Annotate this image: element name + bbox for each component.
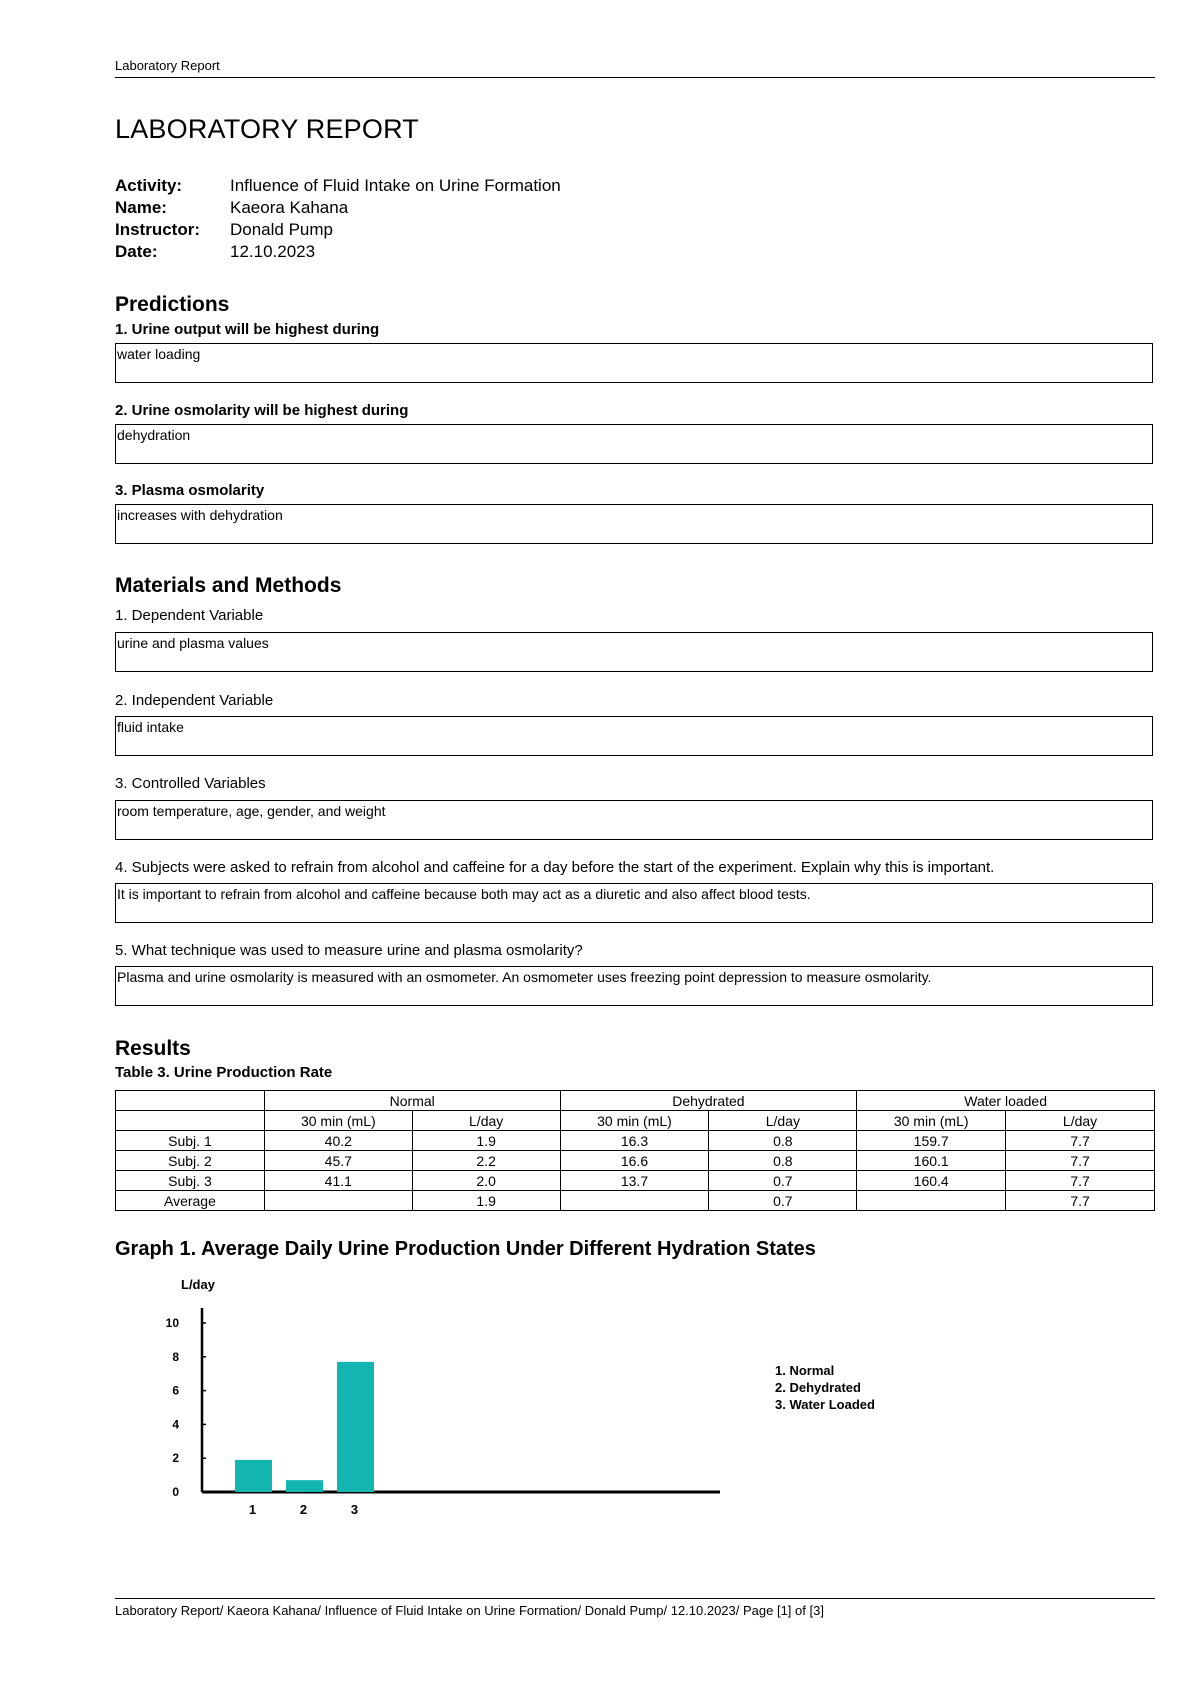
- y-tick-label: 4: [172, 1417, 179, 1432]
- header-rule: [115, 77, 1155, 78]
- table-group-header: Water loaded: [857, 1091, 1155, 1111]
- bar-3: [337, 1362, 374, 1492]
- table-cell: 7.7: [1006, 1131, 1155, 1151]
- table-cell: 45.7: [264, 1151, 412, 1171]
- legend-entry: 3. Water Loaded: [775, 1397, 875, 1412]
- meta-instructor: [115, 220, 561, 242]
- prediction-answer-field[interactable]: water loading: [115, 343, 1153, 383]
- x-tick-label: 1: [248, 1502, 257, 1517]
- predictions-section: [115, 293, 1155, 317]
- table-row-label: Subj. 3: [116, 1171, 265, 1191]
- table-corner-cell: [116, 1111, 265, 1131]
- table-cell: 0.8: [709, 1151, 857, 1171]
- table-group-header: Dehydrated: [560, 1091, 857, 1111]
- table-cell: 2.2: [412, 1151, 560, 1171]
- meta-value: Kaeora Kahana: [230, 198, 349, 217]
- y-tick-label: 0: [172, 1485, 179, 1499]
- method-answer-field[interactable]: fluid intake: [115, 716, 1153, 756]
- footer-rule: [115, 1598, 1155, 1599]
- table-cell: 16.3: [560, 1131, 709, 1151]
- table-cell: 0.8: [709, 1131, 857, 1151]
- meta-label: Instructor:: [115, 220, 200, 239]
- table-row: [116, 1151, 1155, 1171]
- prediction-question: 3. Plasma osmolarity: [115, 482, 265, 499]
- methods-section: [115, 574, 1155, 598]
- table-subheader: L/day: [412, 1111, 560, 1131]
- method-answer-field[interactable]: urine and plasma values: [115, 632, 1153, 672]
- meta-label: Activity:: [115, 176, 183, 195]
- bar-1: [235, 1460, 272, 1492]
- table-cell: 13.7: [560, 1171, 709, 1191]
- table-row: [116, 1131, 1155, 1151]
- table-cell: 1.9: [412, 1191, 560, 1211]
- method-answer-field[interactable]: room temperature, age, gender, and weight: [115, 800, 1153, 840]
- table-cell: 41.1: [264, 1171, 412, 1191]
- table-cell: 0.7: [709, 1191, 857, 1211]
- x-tick-label: 3: [350, 1502, 359, 1517]
- legend-entry: 1. Normal: [775, 1363, 835, 1378]
- table-title: Table 3. Urine Production Rate: [115, 1064, 333, 1081]
- table-row-label: Subj. 1: [116, 1131, 265, 1151]
- report-page: [115, 0, 1155, 1696]
- y-tick-label: 6: [172, 1383, 179, 1398]
- method-answer-field[interactable]: Plasma and urine osmolarity is measured with an osmometer. An osmometer uses freezing point depression to measure osmolarity.: [115, 966, 1153, 1006]
- table-cell: 7.7: [1006, 1151, 1155, 1171]
- bar-2: [286, 1480, 323, 1492]
- table-cell: 7.7: [1006, 1171, 1155, 1191]
- meta-date: [115, 242, 561, 264]
- running-header: Laboratory Report: [115, 58, 220, 73]
- graph-title: Graph 1. Average Daily Urine Production Under Different Hydration States: [115, 1238, 816, 1260]
- table-group-header: Normal: [264, 1091, 560, 1111]
- table-subheader: L/day: [1006, 1111, 1155, 1131]
- results-section: [115, 1037, 1155, 1061]
- x-ticks: [249, 1502, 358, 1517]
- table-subheader: 30 min (mL): [560, 1111, 709, 1131]
- meta-name: [115, 198, 561, 220]
- table-cell: 1.9: [412, 1131, 560, 1151]
- table-cell: 159.7: [857, 1131, 1006, 1151]
- table-cell: [264, 1191, 412, 1211]
- prediction-answer-field[interactable]: increases with dehydration: [115, 504, 1153, 544]
- section-title: Materials and Methods: [115, 574, 342, 597]
- bar-chart: [115, 1270, 1015, 1520]
- table-cell: 16.6: [560, 1151, 709, 1171]
- table-cell: 2.0: [412, 1171, 560, 1191]
- method-question: 1. Dependent Variable: [115, 607, 264, 624]
- method-question: 3. Controlled Variables: [115, 775, 266, 792]
- legend: [775, 1363, 875, 1412]
- table-cell: [560, 1191, 709, 1211]
- y-tick-label: 10: [165, 1316, 179, 1330]
- legend-entry: 2. Dehydrated: [775, 1380, 861, 1395]
- table-group-header-row: [116, 1091, 1155, 1111]
- method-question: 4. Subjects were asked to refrain from alcohol and caffeine for a day before the start of the experiment. Explain why this is important.: [115, 859, 995, 876]
- table-cell: 160.1: [857, 1151, 1006, 1171]
- table-row: [116, 1191, 1155, 1211]
- meta-value: Donald Pump: [230, 220, 334, 239]
- table-corner-cell: [116, 1091, 265, 1111]
- table-cell: [857, 1191, 1006, 1211]
- meta-value: Influence of Fluid Intake on Urine Formation: [230, 176, 561, 195]
- table-row: [116, 1171, 1155, 1191]
- table-row-label: Subj. 2: [116, 1151, 265, 1171]
- method-question: 5. What technique was used to measure urine and plasma osmolarity?: [115, 942, 583, 959]
- prediction-question: 1. Urine output will be highest during: [115, 321, 380, 338]
- meta-label: Date:: [115, 242, 158, 261]
- y-tick-label: 2: [172, 1451, 179, 1466]
- urine-production-table: [115, 1090, 1155, 1211]
- meta-value: 12.10.2023: [230, 242, 316, 261]
- section-title: Results: [115, 1037, 191, 1060]
- bars: [235, 1362, 374, 1492]
- report-meta: [115, 176, 561, 264]
- section-title: Predictions: [115, 293, 230, 316]
- y-tick-label: 8: [172, 1349, 179, 1364]
- table-cell: 0.7: [709, 1171, 857, 1191]
- meta-label: Name:: [115, 198, 167, 217]
- method-answer-field[interactable]: It is important to refrain from alcohol and caffeine because both may act as a diuretic and also affect blood tests.: [115, 883, 1153, 923]
- prediction-question: 2. Urine osmolarity will be highest during: [115, 402, 409, 419]
- table-subheader: 30 min (mL): [857, 1111, 1006, 1131]
- y-ticks: [166, 1316, 206, 1499]
- document-title: LABORATORY REPORT: [115, 114, 419, 144]
- table-cell: 7.7: [1006, 1191, 1155, 1211]
- table-subheader-row: [116, 1111, 1155, 1131]
- table-cell: 40.2: [264, 1131, 412, 1151]
- table-subheader: L/day: [709, 1111, 857, 1131]
- prediction-answer-field[interactable]: dehydration: [115, 424, 1153, 464]
- method-question: 2. Independent Variable: [115, 692, 274, 709]
- graph-section: [115, 1238, 1155, 1261]
- page-footer: Laboratory Report/ Kaeora Kahana/ Influence of Fluid Intake on Urine Formation/ Donald Pump/ 12.10.2023/ Page [1] of [3]: [115, 1603, 824, 1618]
- x-tick-label: 2: [299, 1502, 308, 1517]
- table-row-label: Average: [116, 1191, 265, 1211]
- table-subheader: 30 min (mL): [264, 1111, 412, 1131]
- meta-activity: [115, 176, 561, 198]
- table-cell: 160.4: [857, 1171, 1006, 1191]
- y-axis-label: L/day: [181, 1277, 215, 1292]
